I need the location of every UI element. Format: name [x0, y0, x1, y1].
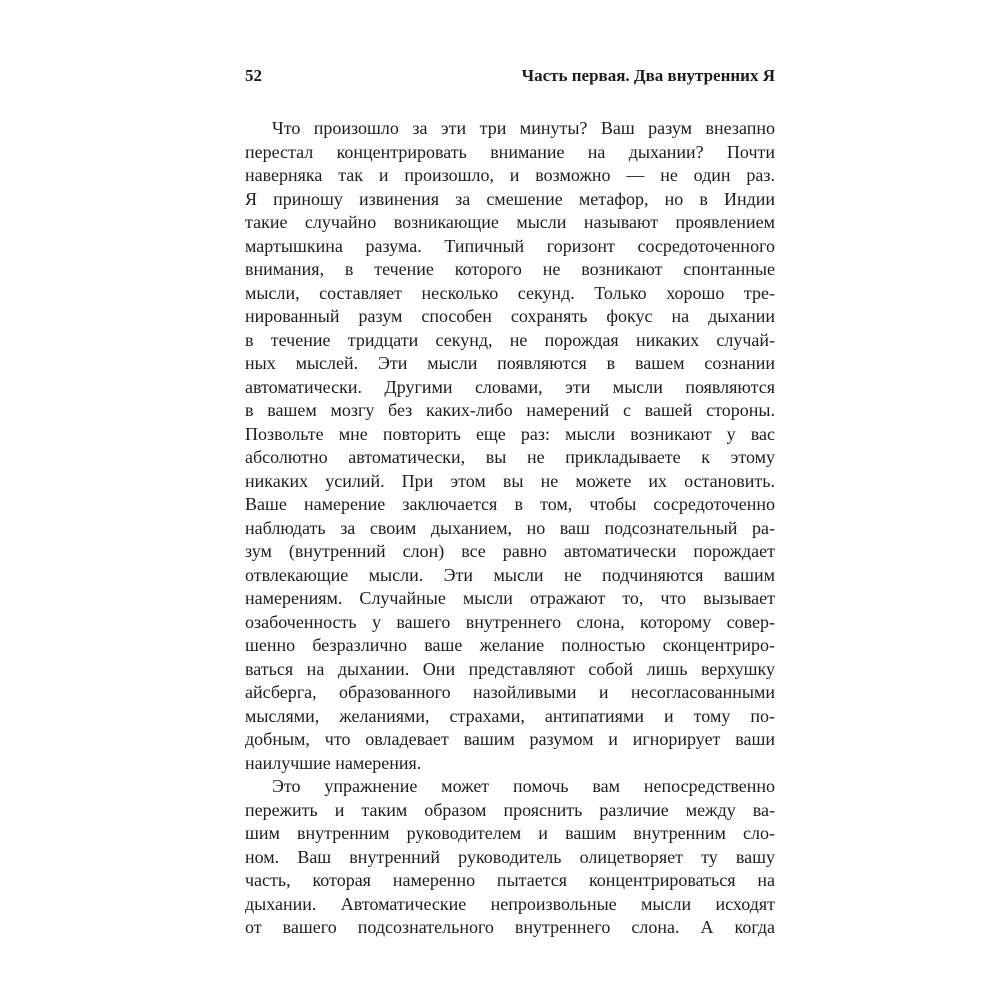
text-line: наблюдать за своим дыханием, но ваш подсознательный ра- [245, 517, 775, 538]
running-title: Часть первая. Два внутренних Я [521, 66, 775, 85]
text-line: добным, что овладевает вашим разумом и игнорирует ваши [245, 729, 775, 749]
text-line: в вашем мозгу без каких-либо намерений с вашей стороны. [245, 400, 775, 420]
text-line: часть, которая намеренно пытается концентрироваться на [245, 870, 775, 890]
text-line: ваться на дыхании. Они представляют собой лишь верхушку [245, 658, 775, 679]
text-line: Ваше намерение заключается в том, чтобы сосредоточенно [245, 494, 775, 514]
text-line: в течение тридцати секунд, не порождая никаких случай- [245, 329, 775, 350]
text-line: ном. Ваш внутренний руководитель олицетворяет ту вашу [245, 846, 775, 867]
page-body [245, 117, 775, 940]
text-line: дыхании. Автоматические непроизвольные мысли исходят [245, 893, 775, 914]
text-line: пережить и таким образом прояснить различие между ва- [245, 799, 775, 820]
text-line: никаких усилий. При этом вы не можете их остановить. [245, 470, 775, 491]
text-line: ных мыслей. Эти мысли появляются в вашем сознании [245, 353, 775, 373]
text-line: мартышкина разума. Типичный горизонт сосредоточенного [245, 235, 775, 256]
text-line: Позвольте мне повторить еще раз: мысли возникают у вас [245, 423, 775, 444]
text-line: наилучшие намерения. [245, 752, 422, 773]
text-line: мысли, составляет несколько секунд. Только хорошо тре- [245, 282, 775, 303]
running-head [245, 66, 775, 86]
text-line: Что произошло за эти три минуты? Ваш разум внезапно [272, 118, 775, 138]
text-line: мыслями, желаниями, страхами, антипатиями и тому по- [245, 705, 775, 726]
page-number: 52 [245, 66, 262, 85]
text-line: айсберга, образованного назойливыми и несогласованными [245, 682, 775, 702]
paragraph [245, 117, 775, 775]
text-line: Это упражнение может помочь вам непосредственно [272, 776, 775, 796]
text-line: внимания, в течение которого не возникают спонтанные [245, 259, 775, 279]
text-line: отвлекающие мысли. Эти мысли не подчиняются вашим [245, 564, 775, 585]
text-line: намерениям. Случайные мысли отражают то, что вызывает [245, 588, 775, 608]
text-line: зум (внутренний слон) все равно автоматически порождает [245, 541, 775, 561]
text-line: шенно безразлично ваше желание полностью сконцентриро- [245, 635, 775, 655]
text-line: озабоченность у вашего внутреннего слона, которому совер- [245, 611, 775, 632]
text-line: такие случайно возникающие мысли называют проявлением [245, 212, 775, 232]
text-line: автоматически. Другими словами, эти мысли появляются [245, 376, 775, 397]
text-line: абсолютно автоматически, вы не прикладываете к этому [245, 447, 775, 467]
text-line: наверняка так и произошло, и возможно — не один раз. [245, 165, 775, 185]
text-line: от вашего подсознательного внутреннего слона. А когда [245, 917, 775, 937]
paragraph [245, 775, 775, 940]
text-line: нированный разум способен сохранять фокус на дыхании [245, 306, 775, 326]
text-line: Я приношу извинения за смешение метафор, но в Индии [245, 188, 775, 209]
text-line: шим внутренним руководителем и вашим внутренним сло- [245, 823, 775, 843]
text-line: перестал концентрировать внимание на дыхании? Почти [245, 141, 775, 162]
